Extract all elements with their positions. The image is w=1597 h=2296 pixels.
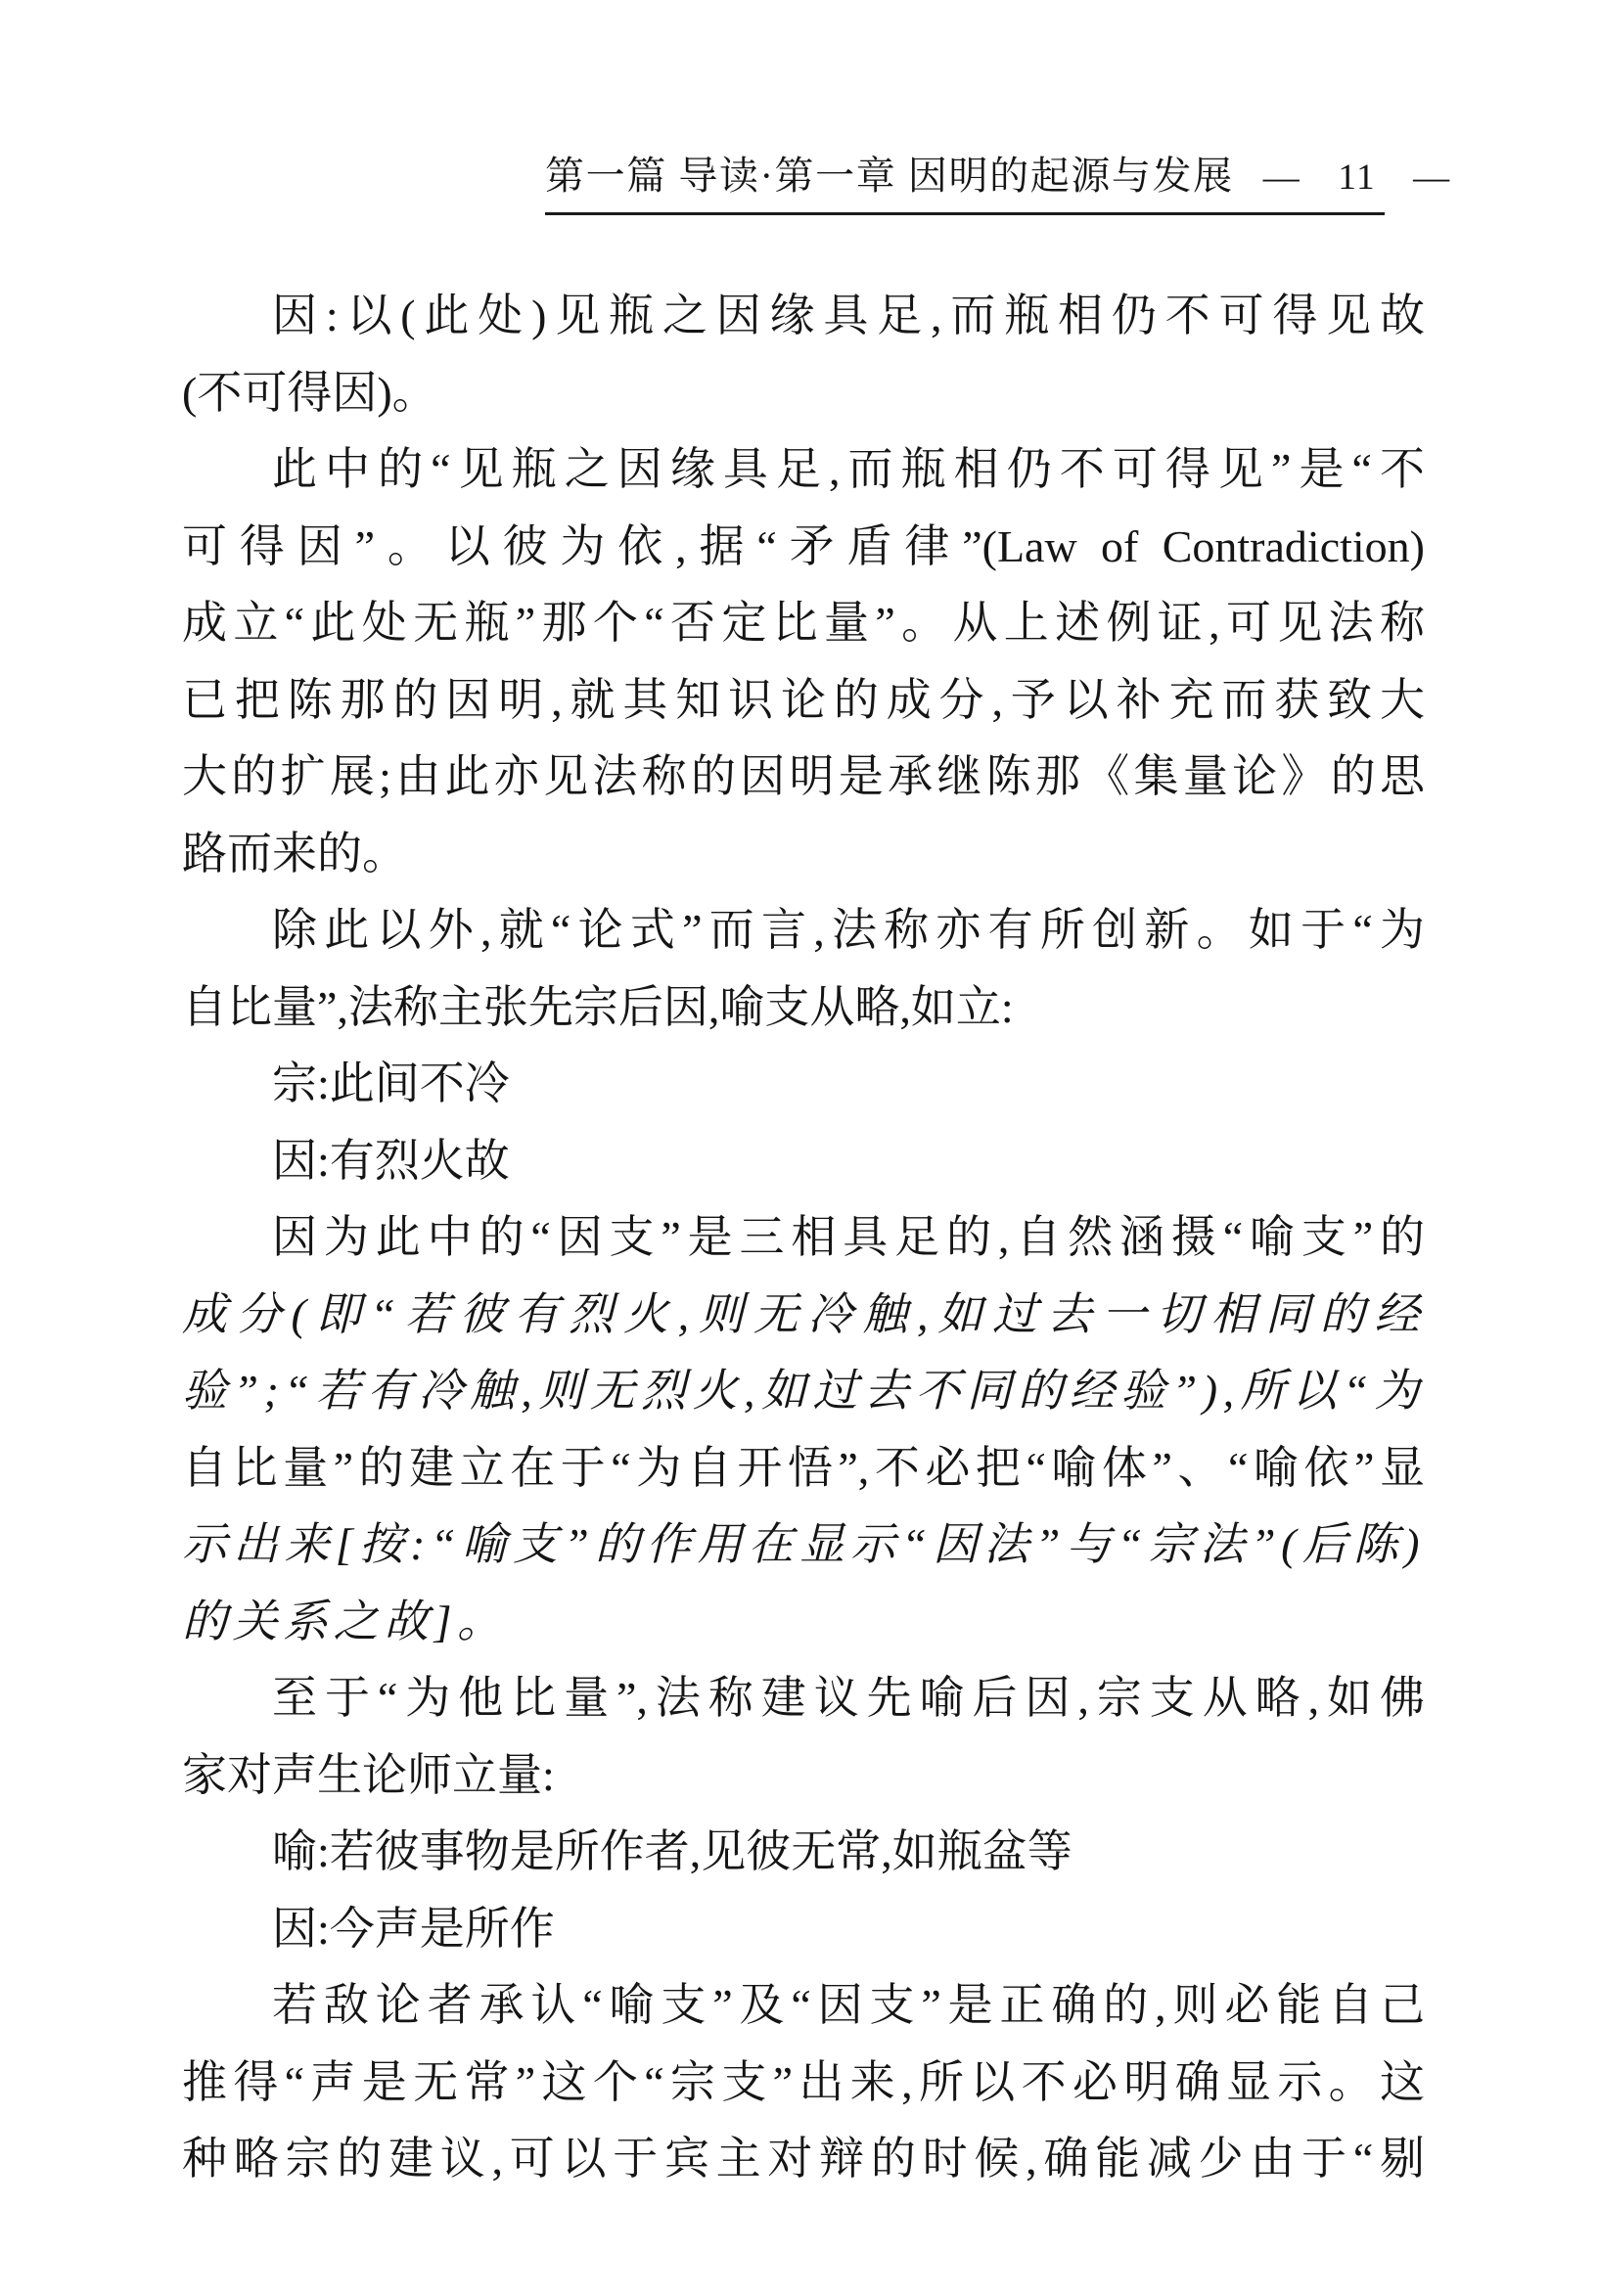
- body-line: 成立“此处无瓶”那个“否定比量”。从上述例证,可见法称: [182, 598, 1425, 648]
- body-line: 至于“为他比量”,法称建议先喻后因,宗支从略,如佛: [272, 1673, 1425, 1723]
- body-line: 喻:若彼事物是所作者,见彼无常,如瓶盆等: [272, 1826, 1072, 1876]
- body-line: 宗:此间不冷: [272, 1058, 510, 1108]
- body-line: 因:以(此处)见瓶之因缘具足,而瓶相仍不可得见故: [272, 291, 1425, 340]
- body-line: 可得因”。以彼为依,据“矛盾律”(Law of Contradiction): [182, 520, 1425, 571]
- header-title: 第一篇 导读·第一章 因明的起源与发展: [545, 154, 1234, 198]
- body-line: 此中的“见瓶之因缘具足,而瓶相仍不可得见”是“不: [272, 444, 1425, 494]
- body-line: 除此以外,就“论式”而言,法称亦有所创新。如于“为: [272, 905, 1425, 955]
- body-line: 自比量”的建立在于“为自开悟”,不必把“喻体”、“喻依”显: [182, 1442, 1425, 1493]
- body-line: 大的扩展;由此亦见法称的因明是承继陈那《集量论》的思: [182, 751, 1425, 801]
- body-line: 若敌论者承认“喻支”及“因支”是正确的,则必能自己: [272, 1980, 1425, 2030]
- running-header: [545, 145, 1451, 215]
- body-line: 已把陈那的因明,就其知识论的成分,予以补充而获致大: [182, 674, 1425, 725]
- body-line: 因:有烈火故: [272, 1135, 510, 1186]
- body-line: (不可得因)。: [182, 367, 437, 418]
- page-number-dash-right: —: [1413, 158, 1451, 198]
- body-line: 推得“声是无常”这个“宗支”出来,所以不必明确显示。这: [182, 2056, 1425, 2107]
- page-body: [182, 278, 1425, 2198]
- body-line: 的关系之故]。: [182, 1596, 508, 1646]
- page-number: 11: [1338, 158, 1377, 198]
- body-line: 因为此中的“因支”是三相具足的,自然涵摄“喻支”的: [272, 1212, 1425, 1262]
- body-line: 示出来[按:“喻支”的作用在显示“因法”与“宗法”(后陈): [182, 1519, 1425, 1569]
- body-line: 路而来的。: [182, 828, 407, 878]
- body-line: 自比量”,法称主张先宗后因,喻支从略,如立:: [182, 981, 1014, 1032]
- body-line: 因:今声是所作: [272, 1903, 555, 1954]
- body-line: 家对声生论师立量:: [182, 1749, 555, 1800]
- body-line: 成分(即“若彼有烈火,则无冷触,如过去一切相同的经: [182, 1288, 1425, 1339]
- page-number-group: [1263, 157, 1451, 199]
- page-number-dash-left: —: [1262, 158, 1301, 198]
- body-line: 验”;“若有冷触,则无烈火,如过去不同的经验”),所以“为: [182, 1366, 1425, 1416]
- body-line: 种略宗的建议,可以于宾主对辩的时候,确能减少由于“剔: [182, 2134, 1425, 2183]
